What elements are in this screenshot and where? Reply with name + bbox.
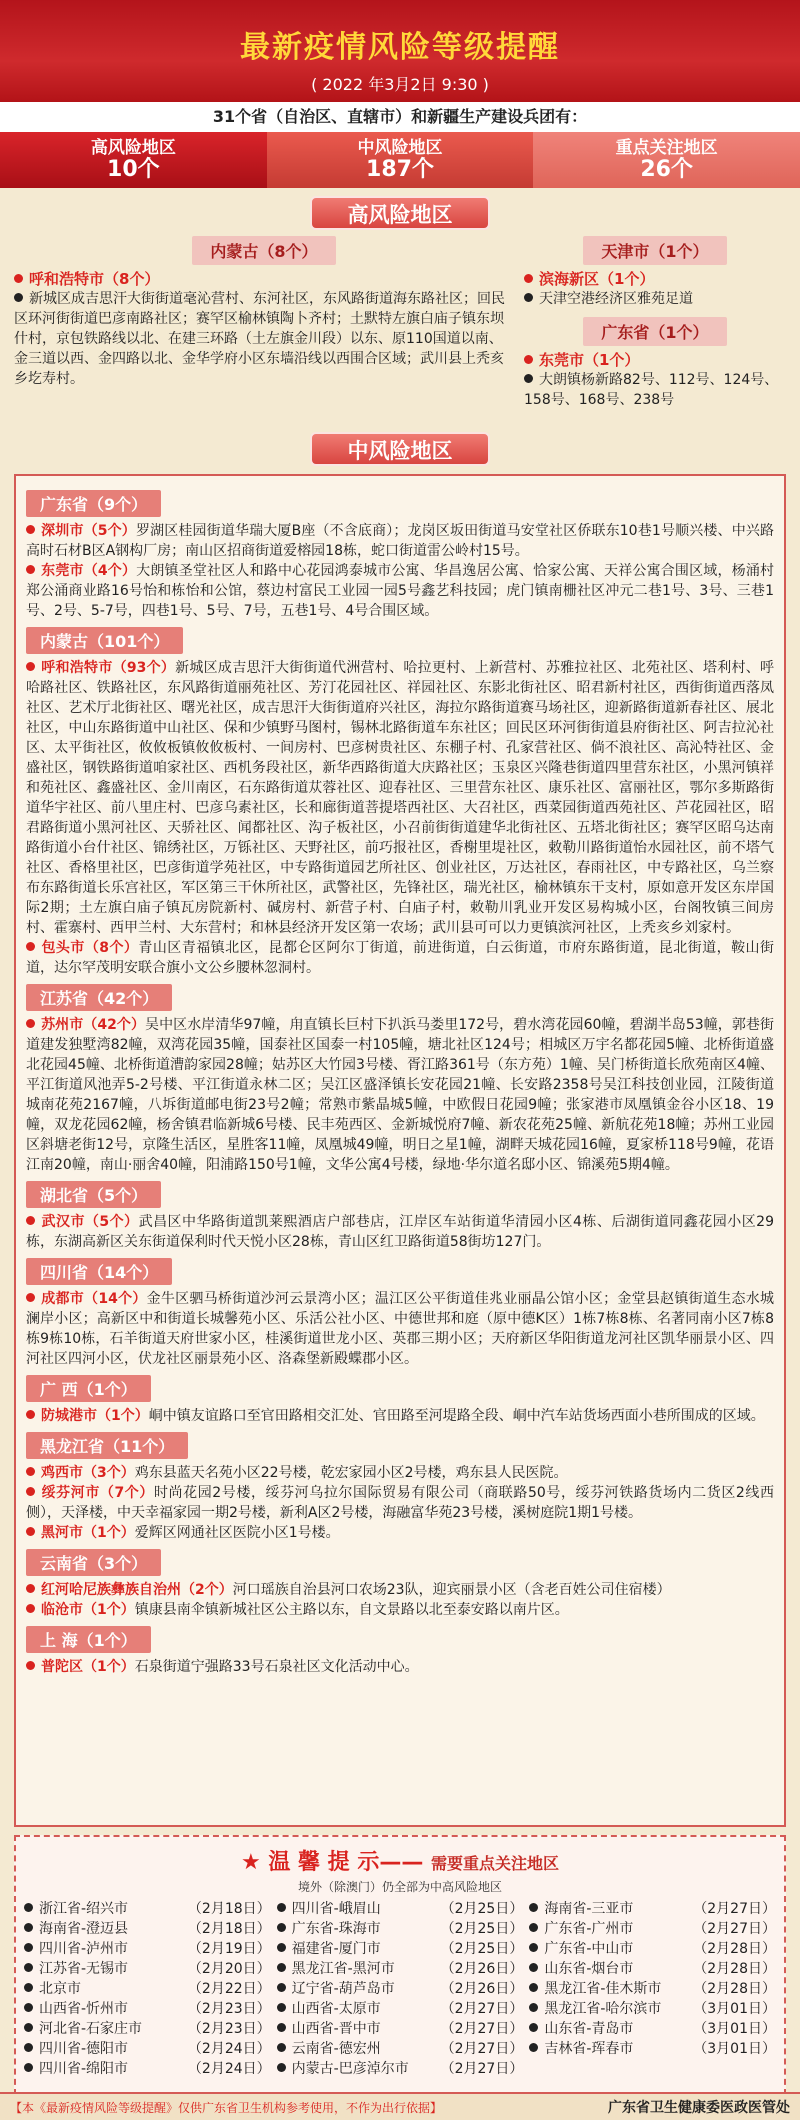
focus-area-place: 河北省-石家庄市 [39, 2021, 143, 2037]
tips-title: ★ 温 馨 提 示—— 需要重点关注地区 [240, 1850, 560, 1875]
focus-area-place: 四川省-泸州市 [39, 1941, 129, 1957]
city-name: 红河哈尼族彝族自治州（2个） [41, 1582, 233, 1598]
focus-area-place: 广东省-珠海市 [291, 1921, 381, 1937]
focus-area-date: （2月25日） [440, 1901, 524, 1917]
focus-area-item [24, 1959, 271, 1979]
update-time: ( 2022 年3月2日 9:30 ) [311, 75, 489, 94]
bullet-icon [277, 2023, 286, 2032]
focus-area-place: 江苏省-无锡市 [39, 1961, 129, 1977]
province-label: 湖北省（5个） [26, 1181, 161, 1208]
province-label: 内蒙古（8个） [192, 236, 335, 265]
tips-grid [24, 1899, 776, 2079]
stats-bar [0, 132, 800, 188]
focus-area-item [529, 2019, 776, 2039]
mid-risk-entry [26, 561, 774, 621]
intro-text: 31个省（自治区、直辖市）和新疆生产建设兵团有： [0, 102, 800, 132]
focus-area-date: （2月24日） [187, 2041, 271, 2057]
focus-area-date: （2月25日） [440, 1921, 524, 1937]
footer [0, 2092, 800, 2120]
focus-area-place: 山东省-青岛市 [544, 2021, 634, 2037]
mid-risk-entry [26, 1289, 774, 1369]
focus-area-date: （2月24日） [187, 2061, 271, 2077]
focus-area-date: （2月27日） [440, 2021, 524, 2037]
focus-area-item [24, 1979, 271, 1999]
bullet-icon [529, 2043, 538, 2052]
focus-area-date: （3月01日） [693, 2001, 776, 2017]
focus-area-item [529, 1919, 776, 1939]
area-detail: 罗湖区桂园街道华瑞大厦B座（不含底商）；龙岗区坂田街道马安堂社区侨联东10巷1号顺兴楼、中兴路高时石材B区A钢构厂房；南山区招商街道爱榕园18栋，蛇口街道雷公岭村15号。 [26, 523, 774, 559]
province-label: 四川省（14个） [26, 1258, 172, 1285]
province-label: 天津市（1个） [583, 236, 726, 265]
focus-area-item [24, 1919, 271, 1939]
bullet-icon [26, 1661, 35, 1670]
mid-risk-section [14, 474, 786, 1827]
bullet-icon [24, 2023, 33, 2032]
focus-area-item [277, 2059, 524, 2079]
focus-area-place: 福建省-厦门市 [291, 1941, 381, 1957]
area-detail: 鸡东县蓝天名苑小区22号楼，乾宏家园小区2号楼，鸡东县人民医院。 [134, 1465, 568, 1481]
focus-area-place: 四川省-德阳市 [39, 2041, 129, 2057]
province-label: 广东省（1个） [583, 317, 726, 346]
mid-risk-entry [26, 1580, 774, 1600]
high-risk-section [0, 230, 800, 430]
area-detail: 吴中区水岸清华97幢，甪直镇长巨村下扒浜马娄里172号，碧水湾花园60幢，碧湖半岛53幢，郭巷街道建发独墅湾82幢，双湾花园35幢，国泰社区国泰一村105幢，塘北社区124号；相城区万宇名都花园5幢、北桥街道盛北花园45幢、北桥街道漕韵家园28幢；姑苏区大竹园3号楼、胥江路361号（东方苑）1幢、吴门桥街道长欣苑南区4幢、平江街道风池弄5-2号楼、平江街道永林二区；吴江区盛泽镇长安花园21幢、长安路2358号吴江科技创业园，江陵街道城南花苑2167幢，八坼街道邮电街23号2幢；常熟市紫晶城5幢，中欧假日花园9幢；张家港市凤凰镇金谷小区18、19幢，双龙花园62幢，杨舍镇君临新城6号楼、民丰苑西区、金新城悦府7幢、新农花苑25幢、新航花苑18幢；苏州工业园区斜塘老街12号，京隆生活区，星胜客11幢，凤凰城49幢，明日之星1幢，湖畔天城花园16幢，夏家桥118号9幢，花语江南20幢，南山·丽舍40幢，阳浦路150号1幢，文华公寓4号楼，绿地·华尔道名邸小区、锦溪苑5期4幢。 [26, 1017, 775, 1173]
focus-area-place: 广东省-中山市 [544, 1941, 634, 1957]
area-detail: 大朗镇杨新路82号、112号、124号、158号、168号、238号 [524, 372, 779, 408]
province-label: 广 西（1个） [26, 1375, 151, 1402]
focus-area-item [277, 1979, 524, 1999]
stat-high-risk [0, 132, 267, 188]
focus-area-date: （2月23日） [187, 2021, 271, 2037]
issuing-org: 广东省卫生健康委医政医管处 [608, 2100, 790, 2116]
focus-area-date: （2月18日） [187, 1901, 271, 1917]
mid-risk-banner: 中风险地区 [310, 432, 490, 466]
bullet-icon [26, 1604, 35, 1613]
focus-area-item [24, 1999, 271, 2019]
bullet-icon [26, 1487, 35, 1496]
mid-risk-entry [26, 938, 774, 978]
mid-risk-entry [26, 1015, 774, 1175]
bullet-icon [277, 1983, 286, 1992]
focus-area-date: （2月27日） [440, 2001, 524, 2017]
focus-area-place: 四川省-绵阳市 [39, 2061, 129, 2077]
city-name: 鸡西市（3个） [41, 1465, 135, 1481]
focus-area-item [277, 2039, 524, 2059]
focus-area-item [529, 1999, 776, 2019]
focus-area-place: 黑龙江省-佳木斯市 [544, 1981, 662, 1997]
bullet-icon [26, 1410, 35, 1419]
focus-area-place: 黑龙江省-黑河市 [291, 1961, 395, 1977]
focus-area-item [24, 1899, 271, 1919]
mid-risk-entry [26, 1483, 774, 1523]
mid-risk-entry [26, 658, 774, 938]
focus-area-item [24, 2019, 271, 2039]
province-label: 内蒙古（101个） [26, 627, 183, 654]
bullet-icon [529, 1983, 538, 1992]
focus-area-place: 吉林省-珲春市 [544, 2041, 634, 2057]
province-label: 黑龙江省（11个） [26, 1432, 188, 1459]
header [0, 0, 800, 102]
focus-area-place: 辽宁省-葫芦岛市 [291, 1981, 395, 1997]
bullet-icon [24, 1903, 33, 1912]
focus-area-item [277, 1899, 524, 1919]
bullet-icon [529, 1903, 538, 1912]
province-label: 广东省（9个） [26, 490, 161, 517]
city-name: 深圳市（5个） [41, 523, 136, 539]
focus-area-place: 海南省-三亚市 [544, 1901, 634, 1917]
stat-count: 10个 [107, 157, 160, 182]
stat-mid-risk [267, 132, 534, 188]
province-label: 云南省（3个） [26, 1549, 161, 1576]
city-name: 呼和浩特市（8个） [14, 269, 514, 289]
area-detail: 武昌区中华路街道凯莱熙酒店户部巷店，江岸区车站街道华清园小区4栋、后湖街道同鑫花园小区29栋，东湖高新区关东街道保利时代天悦小区28栋，青山区红卫路街道58街坊127门。 [26, 1214, 774, 1250]
focus-area-date: （2月27日） [440, 2041, 524, 2057]
area-detail: 新城区成吉思汗大街街道毫沁营村、东河社区，东风路街道海东路社区；回民区环河街街道巴彦南路社区；赛罕区榆林镇陶卜齐村；土默特左旗白庙子镇东坝什村，京包铁路线以北、在建三环路（土左旗金川段）以东、原110国道以南、金三道以西、金四路以北、金华学府小区东墙沿线以西围合区域；武川县上秃亥乡圪寿村。 [14, 291, 505, 387]
focus-area-date: （2月28日） [693, 1961, 776, 1977]
disclaimer: 【本《最新疫情风险等级提醒》仅供广东省卫生机构参考使用，不作为出行依据】 [10, 2101, 443, 2115]
area-detail: 峒中镇友谊路口至官田路相交汇处、官田路至河堤路全段、峒中汽车站货场西面小巷所围成的区域。 [148, 1408, 765, 1424]
area-detail: 金牛区驷马桥街道沙河云景湾小区；温江区公平街道佳兆业丽晶公馆小区；金堂县赵镇街道生态水城澜岸小区；高新区中和街道长城馨苑小区、乐活公社小区、中德世邦和庭（原中德K区）1栋7栋8栋、名著同南小区7栋8栋9栋10栋，石羊街道天府世家小区，桂溪街道世龙小区、英郡三期小区；天府新区华阳街道龙河社区凯华丽景小区、四河社区四河小区，伏龙社区丽景苑小区、洛森堡新殿蝶郡小区。 [26, 1291, 775, 1367]
bullet-icon [277, 1963, 286, 1972]
focus-area-date: （2月28日） [693, 1941, 776, 1957]
mid-risk-entry [26, 1600, 774, 1620]
focus-area-item [529, 1959, 776, 1979]
focus-area-place: 山西省-太原市 [291, 2001, 381, 2017]
city-name: 成都市（14个） [41, 1291, 147, 1307]
bullet-icon [26, 1584, 35, 1593]
focus-area-item [277, 1959, 524, 1979]
focus-area-place: 内蒙古-巴彦淖尔市 [291, 2061, 409, 2077]
bullet-icon [26, 1216, 35, 1225]
focus-area-item [277, 2019, 524, 2039]
stat-count: 26个 [640, 157, 693, 182]
area-detail: 石泉街道宁强路33号石泉社区文化活动中心。 [134, 1659, 419, 1675]
bullet-icon [529, 2003, 538, 2012]
city-name: 武汉市（5个） [41, 1214, 139, 1230]
focus-area-item [277, 1919, 524, 1939]
area-detail: 青山区青福镇北区，昆都仑区阿尔丁街道，前进街道，白云街道，市府东路街道，昆北街道，鞍山街道，达尔罕茂明安联合旗小文公乡腰林忽洞村。 [26, 940, 774, 976]
stat-label: 中风险地区 [357, 138, 443, 158]
bullet-icon [26, 1527, 35, 1536]
bullet-icon [524, 293, 533, 302]
bullet-icon [524, 355, 533, 364]
area-detail: 爱辉区网通社区医院小区1号楼。 [134, 1525, 340, 1541]
focus-area-place: 云南省-德宏州 [291, 2041, 381, 2057]
bullet-icon [529, 1963, 538, 1972]
bullet-icon [26, 1293, 35, 1302]
focus-area-date: （2月28日） [693, 1981, 776, 1997]
focus-area-date: （2月27日） [693, 1921, 776, 1937]
focus-area-date: （3月01日） [693, 2041, 776, 2057]
area-detail: 天津空港经济区雅苑足道 [524, 289, 786, 309]
bullet-icon [24, 2063, 33, 2072]
province-label: 江苏省（42个） [26, 984, 172, 1011]
bullet-icon [24, 1943, 33, 1952]
focus-area-place: 广东省-广州市 [544, 1921, 634, 1937]
page-title: 最新疫情风险等级提醒 [240, 30, 560, 65]
focus-area-date: （2月27日） [693, 1901, 776, 1917]
city-name: 东莞市（4个） [41, 563, 137, 579]
focus-area-place: 浙江省-绍兴市 [39, 1901, 129, 1917]
bullet-icon [529, 1923, 538, 1932]
high-risk-left [14, 236, 514, 430]
city-name: 包头市（8个） [41, 940, 139, 956]
tips-note: 境外（除澳门）仍全部为中高风险地区 [297, 1880, 502, 1894]
focus-area-item [277, 1939, 524, 1959]
focus-area-place: 北京市 [39, 1981, 81, 1997]
city-name: 黑河市（1个） [41, 1525, 135, 1541]
bullet-icon [26, 525, 35, 534]
focus-area-item [24, 2039, 271, 2059]
city-name: 呼和浩特市（93个） [41, 660, 176, 676]
high-risk-right [524, 236, 786, 430]
city-name: 防城港市（1个） [41, 1408, 149, 1424]
province-label: 上 海（1个） [26, 1626, 151, 1653]
bullet-icon [26, 565, 35, 574]
bullet-icon [14, 274, 23, 283]
bullet-icon [24, 2003, 33, 2012]
mid-risk-entry [26, 1463, 774, 1483]
focus-area-date: （2月23日） [187, 2001, 271, 2017]
bullet-icon [277, 2043, 286, 2052]
stat-count: 187个 [366, 157, 434, 182]
bullet-icon [277, 1903, 286, 1912]
area-detail: 新城区成吉思汗大街街道代洲营村、哈拉更村、上新营村、苏雅拉社区、北苑社区、塔利村、呼哈路社区、铁路社区，东风路街道丽苑社区、芳汀花园社区、祥园社区、东影北街社区、昭君新村社区，西街街道西落凤社区、艺术厅北街社区、曙光社区，成吉思汗大街街道府兴社区，海拉尔路街道赛马场社区，迎新路街道新春社区、展北社区，中山东路街道中山社区、保和少镇野马图村，锡林北路街道车东社区；回民区环河街街道县府街社区、阿吉拉沁社区、太平街社区，攸攸板镇攸攸板村、一间房村、巴彦树贵社区、东棚子村、孔家营社区、倘不浪社区、高沁特社区、金盛社区，钢铁路街道咱家社区、西机务段社区，新华西路街道大庆路社区；玉泉区兴隆巷街道四里营东社区，小黑河镇祥和苑社区、鑫盛社区、金川南区，石东路街道苁蓉社区、迎春社区、三里营东社区、康乐社区、富丽社区，鄂尔多斯路街道华宇社区、前八里庄村、巴彦乌素社区，长和廊街道菩提塔西社区、大召社区，西菜园街道西苑社区、芦花园社区，昭君路街道小黑河社区、天骄社区、闻都社区、沟子板社区，小召前街街道建华北街社区、五塔北街社区；赛罕区昭乌达南路街道小台什社区、锦绣社区，万铄社区、天野社区，前巧报社区，香榭里堤社区，敕勒川路街道怡水园社区，前不塔气社区、香格里社区，巴彦街道学苑社区，中专路街道园艺所社区、创业社区，万达社区，春雨社区，中专路社区，乌兰察布东路街道长乐宫社区，军区第三干休所社区，武警社区，先锋社区，瑞光社区，榆林镇东干支村，原如意开发区东岸国际2期；土左旗白庙子镇瓦房院新村、碱房村、新营子村、白庙子村，敕勒川乳业开发区易构城小区，台阁牧镇三间房村、霍寨村、西甲兰村、大东营村；和林县经济开发区第一农场；武川县可可以力更镇滨河社区，上秃亥乡刘家村。 [26, 660, 775, 936]
star-icon: ★ [240, 1850, 269, 1875]
city-name: 东莞市（1个） [524, 350, 786, 370]
city-name: 绥芬河市（7个） [41, 1485, 154, 1501]
bullet-icon [277, 2003, 286, 2012]
area-detail: 大朗镇圣堂社区人和路中心花园鸿泰城市公寓、华昌逸居公寓、恰家公寓、天祥公寓合围区域，杨涌村郑公涌商业路16号怡和栋怡和公馆，蔡边村富民工业园一园5号鑫艺科技园；虎门镇南栅社区冲元二巷1号、3号、三巷1号、2号、5-7号，四巷1号、5号、7号，五巷1号、4号合围区域。 [26, 563, 774, 619]
mid-risk-entry [26, 1212, 774, 1252]
stat-label: 高风险地区 [90, 138, 176, 158]
focus-area-date: （2月19日） [187, 1941, 271, 1957]
focus-area-date: （2月18日） [187, 1921, 271, 1937]
focus-area-date: （2月27日） [440, 2061, 524, 2077]
bullet-icon [24, 1923, 33, 1932]
focus-area-item [277, 1999, 524, 2019]
bullet-icon [277, 2063, 286, 2072]
city-name: 普陀区（1个） [41, 1659, 135, 1675]
bullet-icon [14, 293, 23, 302]
city-name: 临沧市（1个） [41, 1602, 135, 1618]
bullet-icon [24, 1963, 33, 1972]
focus-area-place: 山西省-晋中市 [291, 2021, 381, 2037]
bullet-icon [26, 1019, 35, 1028]
bullet-icon [26, 1467, 35, 1476]
area-detail: 镇康县南伞镇新城社区公主路以东，自文景路以北至泰安路以南片区。 [134, 1602, 569, 1618]
bullet-icon [529, 1943, 538, 1952]
city-name: 滨海新区（1个） [524, 269, 786, 289]
stat-focus [533, 132, 800, 188]
city-name: 苏州市（42个） [41, 1017, 146, 1033]
mid-risk-entry [26, 521, 774, 561]
focus-area-place: 四川省-峨眉山 [291, 1901, 381, 1917]
bullet-icon [529, 2023, 538, 2032]
area-detail: 河口瑶族自治县河口农场23队，迎宾丽景小区（含老百姓公司住宿楼） [232, 1582, 671, 1598]
bullet-icon [24, 1983, 33, 1992]
area-detail: 时尚花园2号楼，绥芬河乌拉尔国际贸易有限公司（商联路50号，绥芬河铁路货场内二货区2线西侧），天泽楼，中天幸福家园一期2号楼，新利A区2号楼，海融富华苑23号楼，溪树庭院1期1号楼。 [26, 1485, 774, 1521]
focus-area-date: （3月01日） [693, 2021, 776, 2037]
stat-label: 重点关注地区 [615, 138, 718, 158]
tips-section [14, 1835, 786, 2095]
focus-area-date: （2月25日） [440, 1941, 524, 1957]
focus-area-date: （2月20日） [187, 1961, 271, 1977]
focus-area-item [529, 1899, 776, 1919]
high-risk-banner: 高风险地区 [310, 196, 490, 230]
focus-area-date: （2月26日） [440, 1961, 524, 1977]
focus-area-place: 海南省-澄迈县 [39, 1921, 129, 1937]
mid-risk-entry [26, 1657, 774, 1677]
bullet-icon [26, 662, 35, 671]
focus-area-item [529, 1979, 776, 1999]
focus-area-place: 黑龙江省-哈尔滨市 [544, 2001, 662, 2017]
focus-area-item [24, 2059, 271, 2079]
bullet-icon [26, 942, 35, 951]
bullet-icon [24, 2043, 33, 2052]
bullet-icon [277, 1923, 286, 1932]
mid-risk-entry [26, 1523, 774, 1543]
focus-area-place: 山东省-烟台市 [544, 1961, 634, 1977]
focus-area-item [529, 1939, 776, 1959]
bullet-icon [524, 274, 533, 283]
focus-area-date: （2月22日） [187, 1981, 271, 1997]
bullet-icon [524, 374, 533, 383]
mid-risk-entry [26, 1406, 774, 1426]
focus-area-date: （2月26日） [440, 1981, 524, 1997]
focus-area-item [529, 2039, 776, 2059]
bullet-icon [277, 1943, 286, 1952]
focus-area-item [24, 1939, 271, 1959]
focus-area-place: 山西省-忻州市 [39, 2001, 129, 2017]
